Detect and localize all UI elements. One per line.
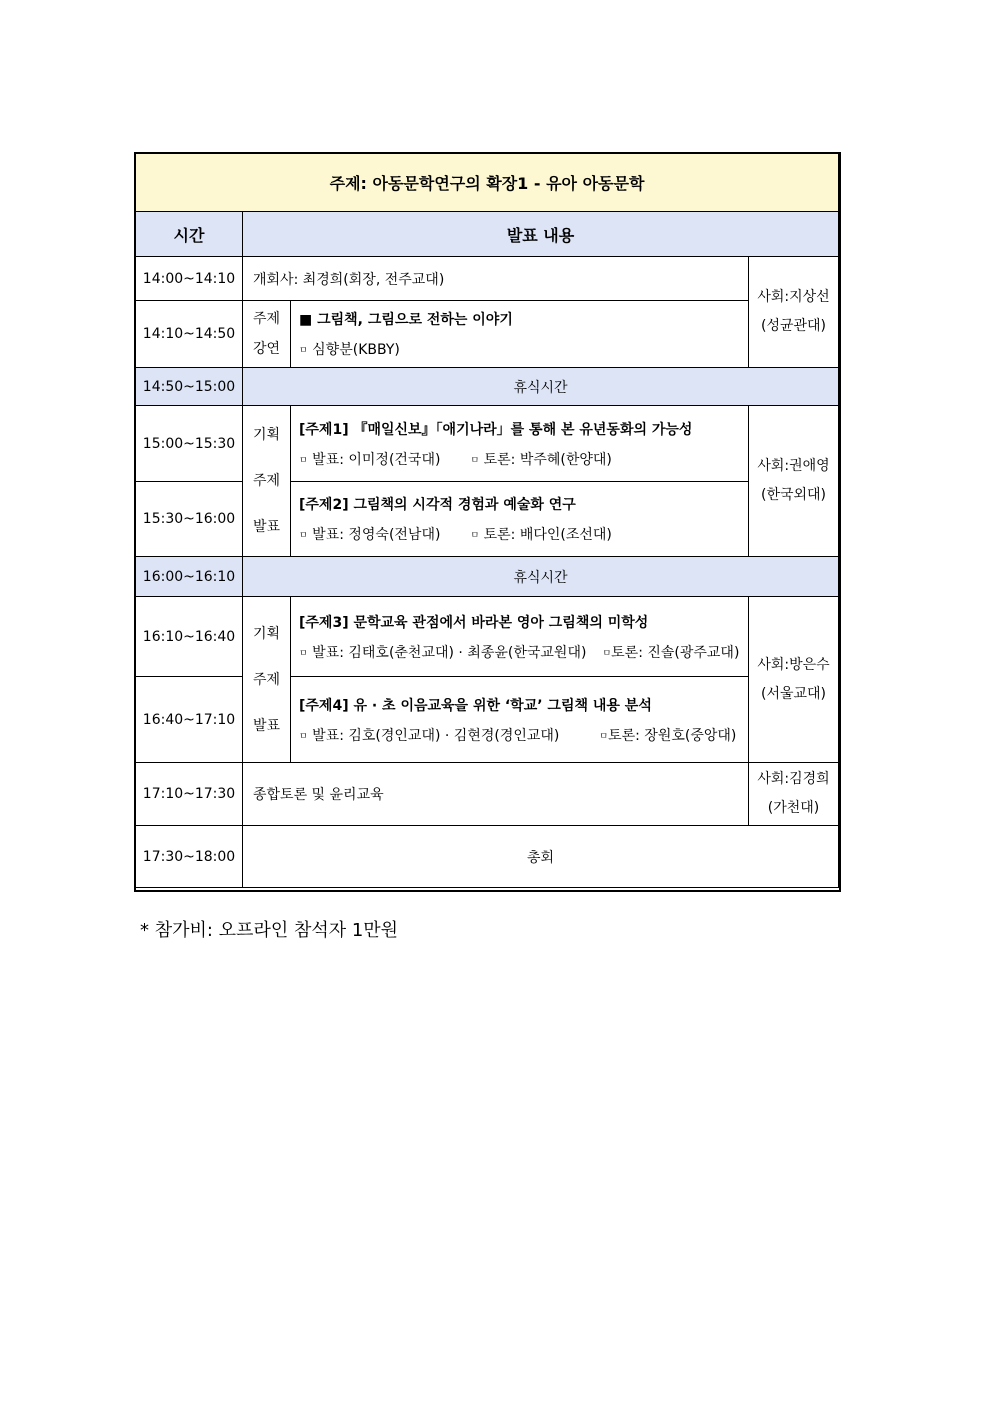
bullet-icon: ㅁ xyxy=(470,531,480,541)
discussant: 토론: 배다인(조선대) xyxy=(483,527,612,543)
bullet-icon: ㅁ xyxy=(602,648,612,659)
table-row xyxy=(136,301,839,368)
time-cell: 16:00~16:10 xyxy=(136,557,243,597)
topic-cell xyxy=(291,597,749,677)
label-line: 주제 xyxy=(252,311,281,327)
moderator-name: 사회:권애영 xyxy=(757,458,830,474)
label-line: 주제 xyxy=(252,473,281,489)
moderator-cell xyxy=(749,406,839,557)
table-row xyxy=(136,406,839,482)
table-row xyxy=(136,557,839,597)
break-cell: 휴식시간 xyxy=(243,557,839,597)
session-label xyxy=(243,597,291,763)
table-row xyxy=(136,763,839,826)
bullet-icon: ㅁ xyxy=(299,731,308,742)
bullet-icon: ㅁ xyxy=(299,346,308,356)
topic-sub xyxy=(299,339,748,359)
general-meeting-cell: 총회 xyxy=(243,826,839,888)
moderator-name: 사회:방은수 xyxy=(757,656,830,673)
header-time: 시간 xyxy=(136,212,243,257)
time-cell: 14:10~14:50 xyxy=(136,301,243,368)
table-row xyxy=(136,597,839,677)
moderator-affil: (한국외대) xyxy=(761,487,827,503)
time-cell: 14:00~14:10 xyxy=(136,257,243,301)
topic-title: [주제1] 『매일신보』「애기나라」를 통해 본 유년동화의 가능성 xyxy=(299,421,693,438)
topic-title: [주제3] 문학교육 관점에서 바라본 영아 그림책의 미학성 xyxy=(299,614,649,631)
moderator-name: 사회:김경희 xyxy=(757,771,830,787)
moderator-cell xyxy=(749,597,839,763)
topic-sub xyxy=(299,725,748,745)
table-row xyxy=(136,677,839,763)
time-cell: 15:30~16:00 xyxy=(136,482,243,557)
moderator-affil: (가천대) xyxy=(767,800,820,816)
discussant: 토론: 박주혜(한양대) xyxy=(483,451,612,468)
keynote-cell xyxy=(291,301,749,368)
topic-title: [주제2] 그림책의 시각적 경험과 예술화 연구 xyxy=(299,497,576,513)
label-line: 발표 xyxy=(252,717,281,734)
moderator-cell xyxy=(749,763,839,826)
table-row xyxy=(136,257,839,301)
bullet-icon: ㅁ xyxy=(470,455,480,466)
time-cell: 16:40~17:10 xyxy=(136,677,243,763)
break-cell: 휴식시간 xyxy=(243,368,839,406)
presenter: 발표: 김태호(춘천교대) · 최종윤(한국교원대) xyxy=(312,644,587,661)
presenter: 발표: 정영숙(전남대) xyxy=(312,527,441,543)
table-title: 주제: 아동문학연구의 확장1 - 유아 아동문학 xyxy=(136,154,839,212)
moderator-name: 사회:지상선 xyxy=(757,289,830,305)
time-cell: 16:10~16:40 xyxy=(136,597,243,677)
label-line: 기획 xyxy=(252,625,281,642)
topic-cell xyxy=(291,406,749,482)
header-row xyxy=(136,212,839,257)
session-label xyxy=(243,301,291,368)
presenter: 발표: 이미정(건국대) xyxy=(312,451,441,468)
session-label xyxy=(243,406,291,557)
topic-title: ■ 그림책, 그림으로 전하는 이야기 xyxy=(299,312,513,328)
topic-cell xyxy=(291,482,749,557)
discussant: 토론: 장원호(중앙대) xyxy=(608,727,737,744)
header-content: 발표 내용 xyxy=(243,212,839,257)
label-line: 기획 xyxy=(252,427,281,443)
title-row xyxy=(136,154,839,212)
moderator-affil: (서울교대) xyxy=(761,685,827,702)
label-line: 주제 xyxy=(252,671,281,688)
time-cell: 15:00~15:30 xyxy=(136,406,243,482)
topic-sub xyxy=(299,449,748,469)
topic-cell xyxy=(291,677,749,763)
schedule-table xyxy=(135,153,839,888)
speaker: 심향분(KBBY) xyxy=(312,342,400,358)
label-line: 발표 xyxy=(252,519,281,535)
topic-title: [주제4] 유 · 초 이음교육을 위한 ‘학교’ 그림책 내용 분석 xyxy=(299,697,652,714)
table-row xyxy=(136,482,839,557)
opening-cell: 개회사: 최경희(회장, 전주교대) xyxy=(243,257,749,301)
discussion-cell: 종합토론 및 윤리교육 xyxy=(243,763,749,826)
presenter: 발표: 김호(경인교대) · 김현경(경인교대) xyxy=(312,727,560,744)
topic-sub xyxy=(299,642,748,662)
table-row xyxy=(136,368,839,406)
topic-sub xyxy=(299,524,748,544)
time-cell: 17:10~17:30 xyxy=(136,763,243,826)
bullet-icon: ㅁ xyxy=(599,731,609,742)
moderator-affil: (성균관대) xyxy=(761,318,827,334)
fee-note: * 참가비: 오프라인 참석자 1만원 xyxy=(140,920,399,941)
discussant: 토론: 진솔(광주교대) xyxy=(611,644,740,661)
bullet-icon: ㅁ xyxy=(299,531,308,541)
bullet-icon: ㅁ xyxy=(299,648,308,659)
moderator-cell xyxy=(749,257,839,368)
label-line: 강연 xyxy=(252,341,281,357)
time-cell: 17:30~18:00 xyxy=(136,826,243,888)
bullet-icon: ㅁ xyxy=(299,455,308,466)
table-row xyxy=(136,826,839,888)
time-cell: 14:50~15:00 xyxy=(136,368,243,406)
